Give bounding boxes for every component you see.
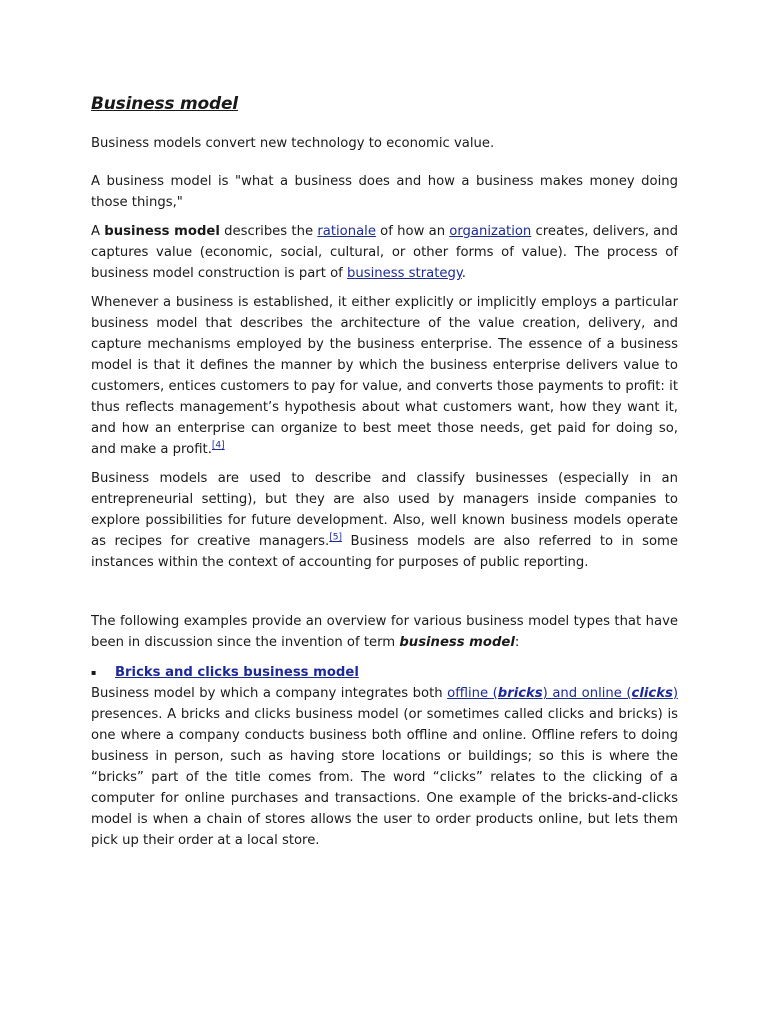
p4-text-a: The following examples provide an overview for various business model types that have been in discussion since the invention of term: [91, 614, 678, 650]
architecture-paragraph: [91, 292, 678, 460]
bullet-text-b: presences. A bricks and clicks business model (or sometimes called clicks and bricks) is one where a company conducts business both offline and online. Offline refers to doing business in person, such as having store locations or buildings; so this is where the “bricks” part of the title comes from. The word “clicks” relates to the clicking of a computer for online purchases and transactions. One example of the bricks-and-clicks model is when a chain of stores allows the user to order products online, but lets them pick up their order at a local store.: [91, 707, 678, 848]
rationale-link[interactable]: rationale: [317, 224, 376, 239]
p2-text: Whenever a business is established, it either explicitly or implicitly employs a particular business model that describes the architecture of the value creation, delivery, and capture mechanisms employed by the business enterprise. The essence of a business model is that it defines the manner by which the business enterprise delivers value to customers, entices customers to pay for value, and converts those payments to profit: it thus reflects management’s hypothesis about what customers want, how they want it, and how an enterprise can organize to best meet those needs, get paid for doing so, and make a profit.: [91, 295, 678, 457]
p1-text-c: of how an: [375, 224, 450, 239]
p1-text-e: .: [461, 266, 466, 281]
bricks-term: bricks: [497, 686, 543, 701]
definition-paragraph: A business model is "what a business does and how a business makes money doing those things,": [91, 174, 678, 210]
bricks-and-clicks-paragraph: [91, 683, 678, 851]
business-model-term-italic: business model: [399, 635, 515, 650]
citation-5-link[interactable]: [5]: [329, 532, 342, 543]
classification-paragraph: [91, 468, 678, 573]
citation-5: [329, 533, 342, 543]
organization-link[interactable]: organization: [449, 224, 532, 239]
document-page: [91, 92, 678, 851]
p3-text-b: Business models are also referred to in some instances within the context of accounting for purposes of public reporting.: [91, 534, 678, 570]
link-text-a: offline (: [447, 686, 498, 701]
link-text-b: ) and online (: [542, 686, 632, 701]
p3-text-a: Business models are used to describe and classify businesses (especially in an entrepreneurial setting), but they are also used by managers inside companies to explore possibilities for future development. Also, well known business models operate as recipes for creative managers.: [91, 471, 678, 549]
clicks-term: clicks: [631, 686, 673, 701]
business-strategy-link[interactable]: business strategy: [347, 266, 462, 281]
p1-text-b: describes the: [219, 224, 318, 239]
business-model-term: business model: [104, 224, 220, 239]
intro-paragraph: Business models convert new technology to economic value.: [91, 136, 495, 151]
bullet-item-bricks-and-clicks: [91, 662, 678, 683]
citation-4-link[interactable]: [4]: [211, 440, 225, 451]
p1-text-a: A: [91, 224, 105, 239]
page-title: Business model: [91, 94, 238, 114]
citation-4: [212, 441, 225, 451]
bricks-and-clicks-link[interactable]: Bricks and clicks business model: [115, 665, 359, 680]
examples-paragraph: [91, 611, 678, 653]
offline-online-link[interactable]: [447, 686, 678, 701]
rationale-paragraph: [91, 221, 678, 284]
p4-text-b: :: [514, 635, 520, 650]
link-text-c: ): [672, 686, 678, 701]
bullet-marker-icon: ▪: [91, 668, 97, 677]
p1-text-d: creates, delivers, and captures value (economic, social, cultural, or other forms of value). The process of business model construction is part of: [91, 224, 678, 281]
bullet-text-a: Business model by which a company integrates both: [91, 686, 448, 701]
